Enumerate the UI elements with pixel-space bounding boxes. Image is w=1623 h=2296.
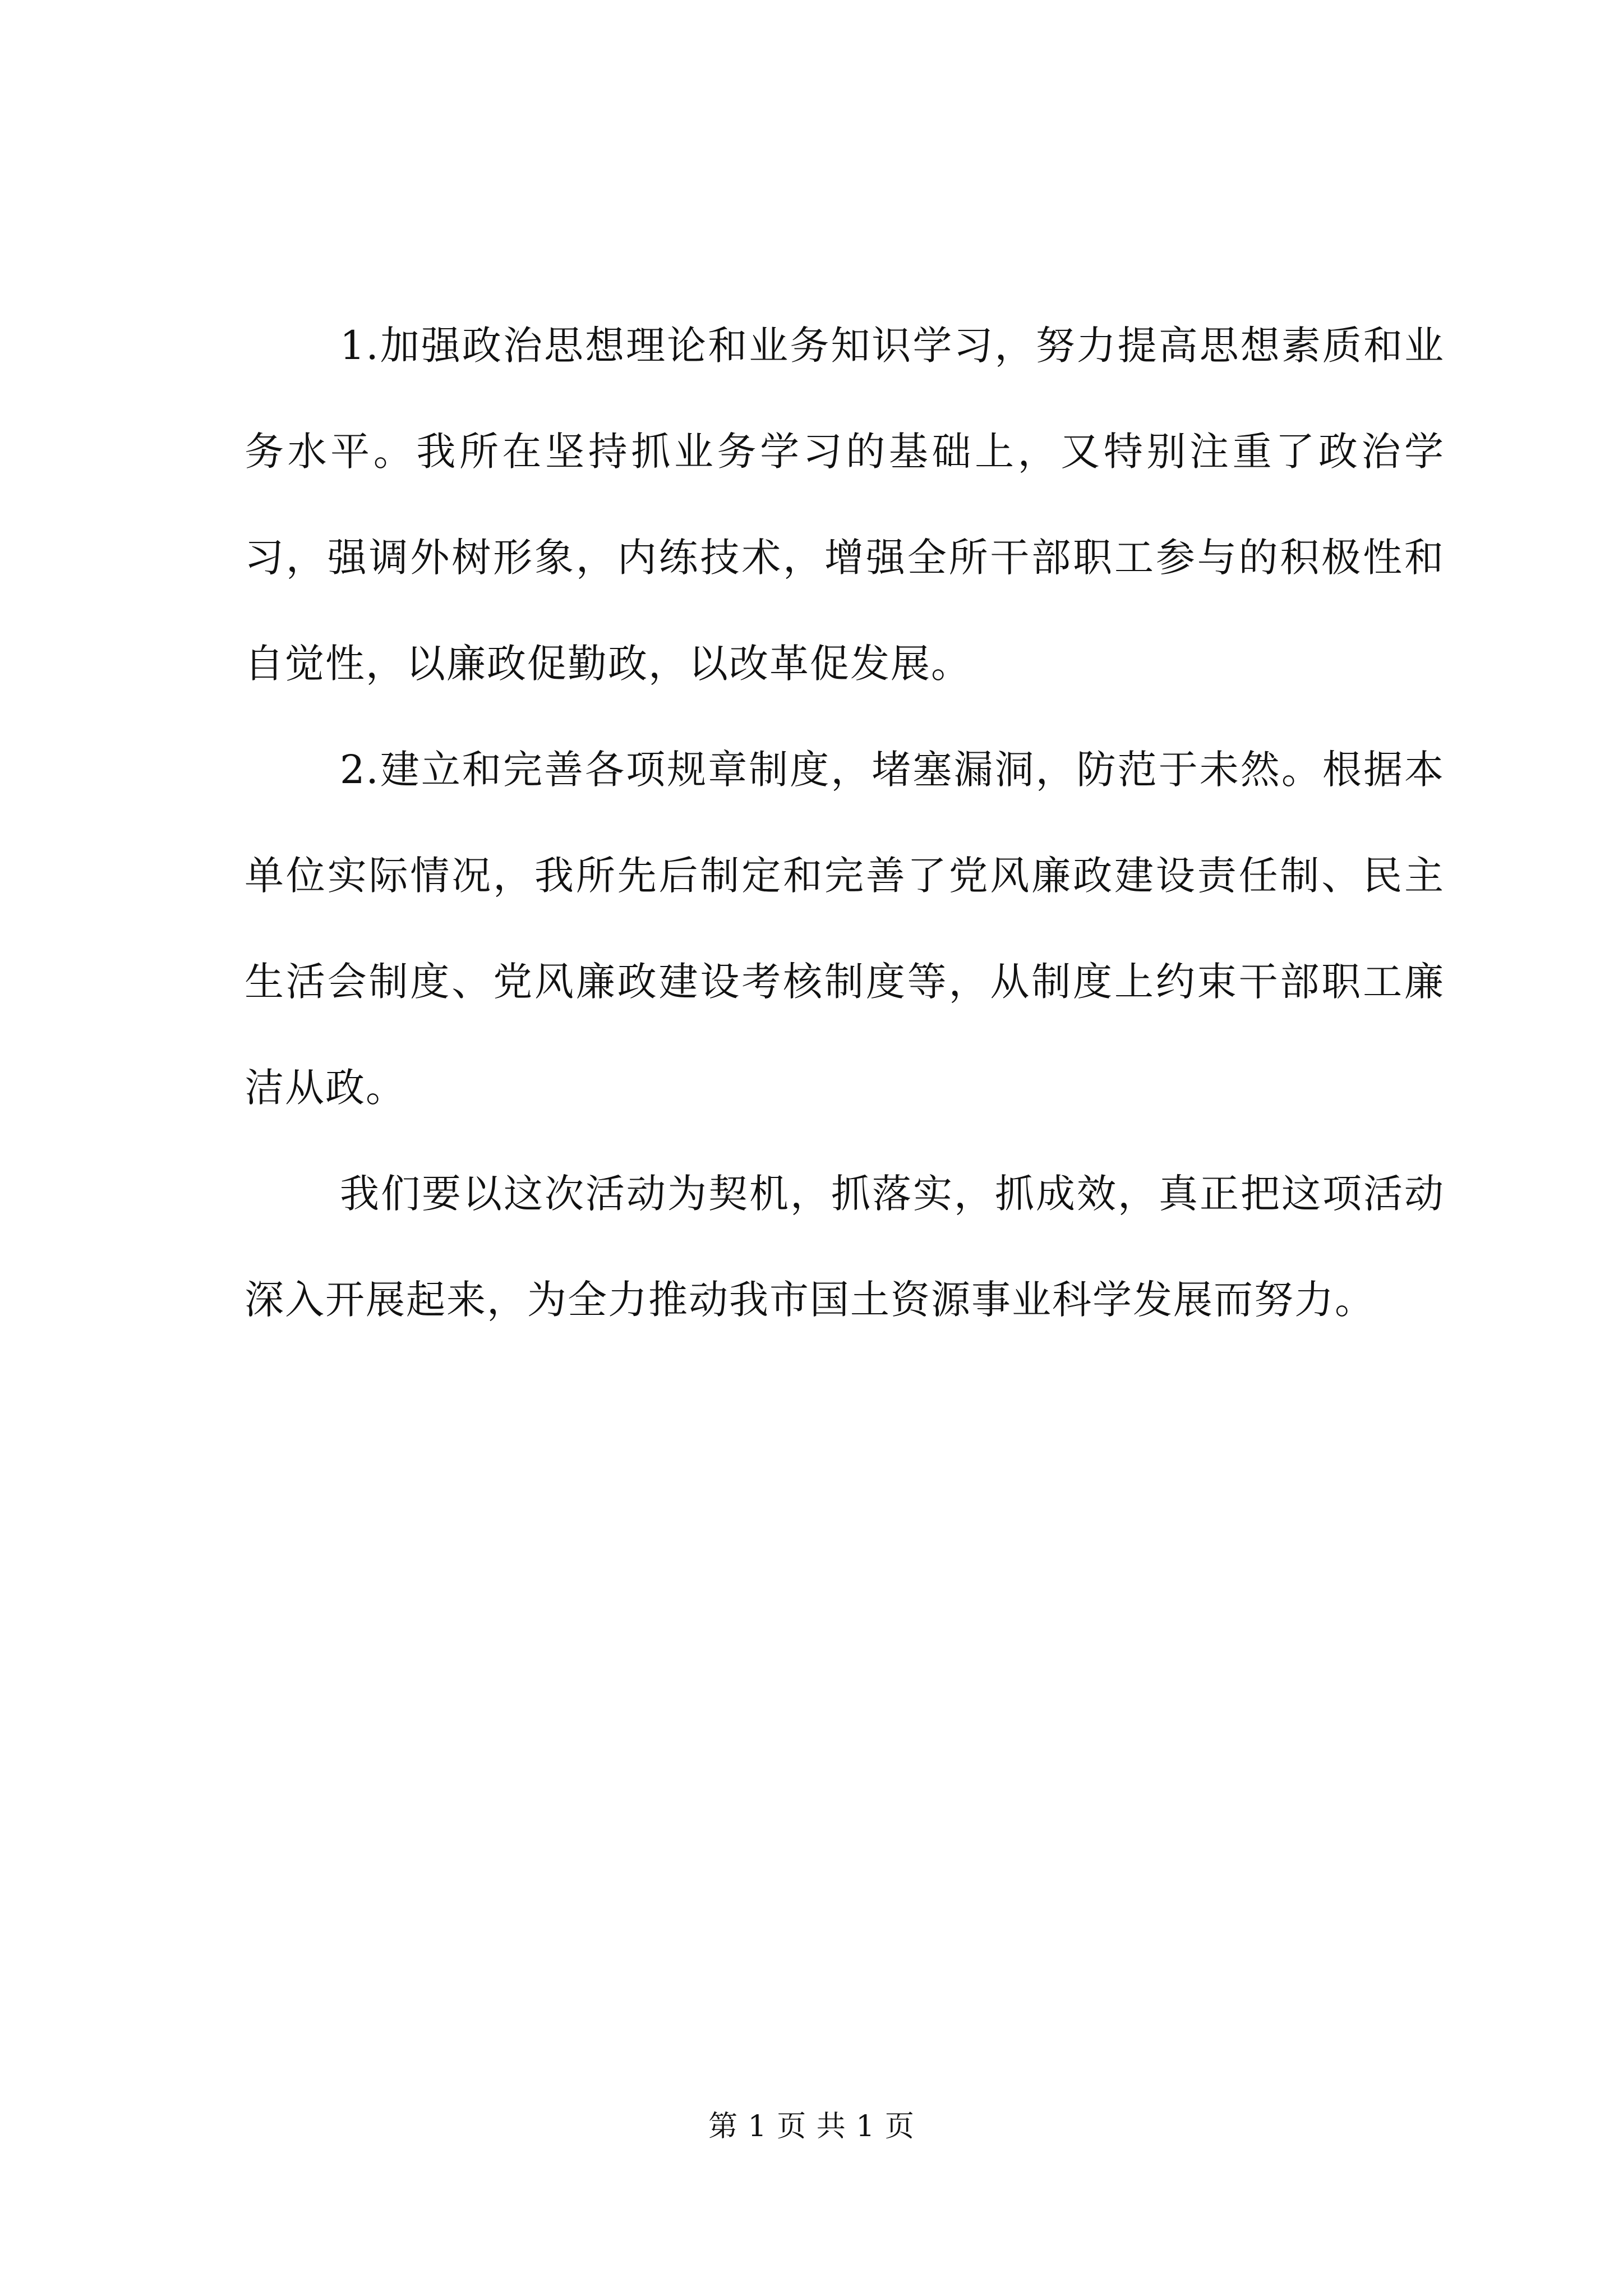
paragraph-2: 2.建立和完善各项规章制度，堵塞漏洞，防范于未然。根据本单位实际情况，我所先后制定和完善了党风廉政建设责任制、民主生活会制度、党风廉政建设考核制度等，从制度上约束干部职工廉洁从政。 <box>245 747 1445 1111</box>
page-number-footer: 第 1 页 共 1 页 <box>708 2110 915 2143</box>
paragraph-1: 1.加强政治思想理论和业务知识学习，努力提高思想素质和业务水平。我所在坚持抓业务学习的基础上，又特别注重了政治学习，强调外树形象，内练技术，增强全所干部职工参与的积极性和自觉性，以廉政促勤政，以改革促发展。 <box>245 323 1445 687</box>
paragraph-3: 我们要以这次活动为契机，抓落实，抓成效，真正把这项活动深入开展起来，为全力推动我市国土资源事业科学发展而努力。 <box>245 1171 1445 1323</box>
document-body <box>245 293 1445 1353</box>
